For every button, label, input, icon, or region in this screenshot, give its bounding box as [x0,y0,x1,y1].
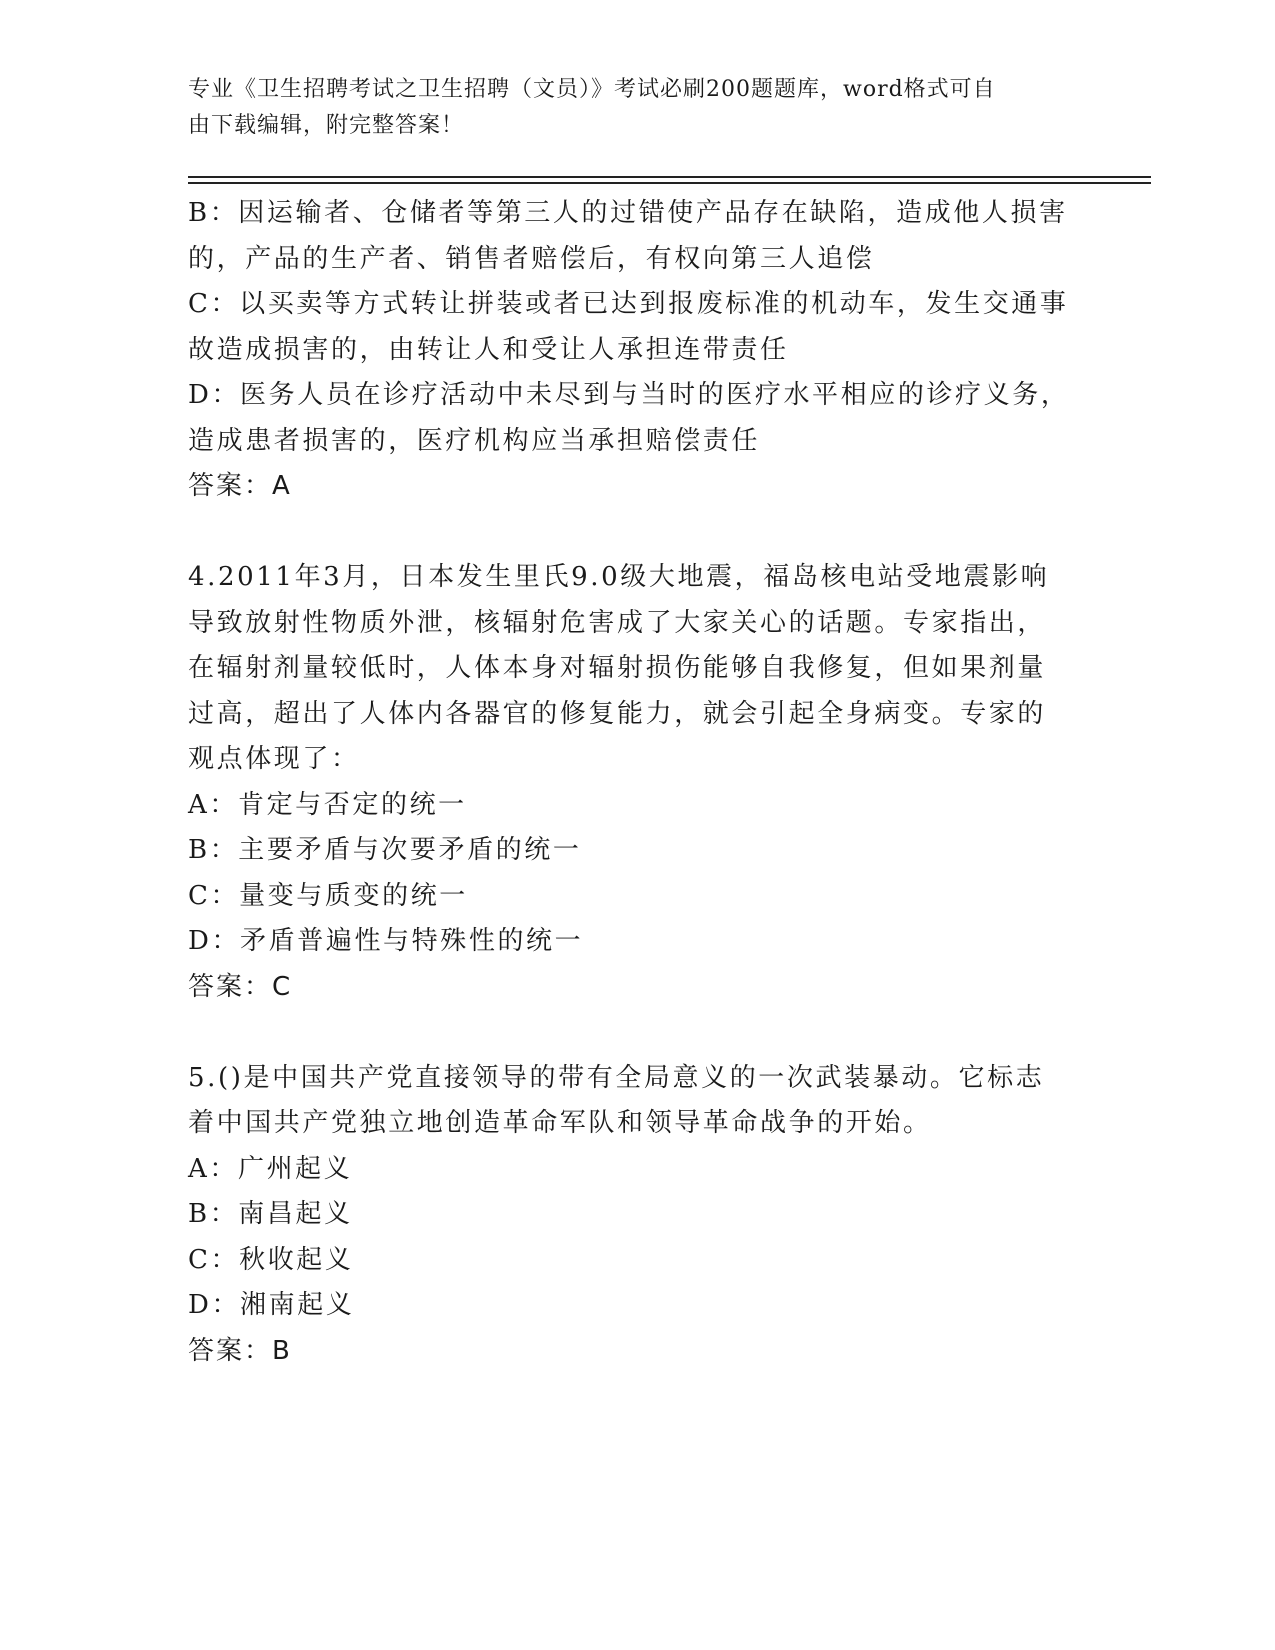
q3-answer: 答案：A [188,471,292,501]
question-4 [188,555,1088,1010]
q4-stem-line-2: 导致放射性物质外泄，核辐射危害成了大家关心的话题。专家指出， [188,607,1047,638]
spacer [188,1010,1088,1056]
q4-answer: 答案：C [188,971,293,1002]
header-line-2: 由下载编辑，附完整答案！ [188,113,465,138]
q4-option-c: C：量变与质变的统一 [188,880,468,911]
header-line-1: 专业《卫生招聘考试之卫生招聘（文员）》考试必刷200题题库，word格式可自 [188,77,996,102]
q5-option-a: A：广州起义 [188,1153,353,1184]
q3-option-b-line-2: 的，产品的生产者、销售者赔偿后，有权向第三人追偿 [188,243,875,274]
q4-stem-line-4: 过高，超出了人体内各器官的修复能力，就会引起全身病变。专家的 [188,698,1047,729]
q4-stem-line-3: 在辐射剂量较低时，人体本身对辐射损伤能够自我修复，但如果剂量 [188,653,1047,683]
q4-option-a: A：肯定与否定的统一 [188,789,467,820]
spacer [188,510,1088,556]
q5-stem-line-1: 5.()是中国共产党直接领导的带有全局意义的一次武装暴动。它标志 [188,1062,1045,1093]
q4-stem-line-5: 观点体现了： [188,744,360,774]
q3-option-c-line-2: 故造成损害的，由转让人和受让人承担连带责任 [188,334,789,365]
q3-option-d-line-2: 造成患者损害的，医疗机构应当承担赔偿责任 [188,425,761,456]
q3-option-c-line-1: C：以买卖等方式转让拼装或者已达到报废标准的机动车，发生交通事 [188,289,1069,319]
q3-option-d-line-1: D：医务人员在诊疗活动中未尽到与当时的医疗水平相应的诊疗义务， [188,380,1070,410]
q4-stem-line-1: 4.2011年3月，日本发生里氏9.0级大地震，福岛核电站受地震影响 [188,562,1050,592]
q4-option-d: D：矛盾普遍性与特殊性的统一 [188,926,584,956]
question-5 [188,1056,1088,1375]
document-body [188,191,1088,1374]
header-rule-bottom [188,182,1151,184]
document-header [188,72,1068,144]
q5-option-d: D：湘南起义 [188,1290,355,1320]
q5-option-b: B：南昌起义 [188,1199,353,1229]
q5-answer: 答案：B [188,1335,292,1366]
q4-option-b: B：主要矛盾与次要矛盾的统一 [188,835,582,865]
header-rule-top [188,176,1151,178]
q5-stem-line-2: 着中国共产党独立地创造革命军队和领导革命战争的开始。 [188,1108,932,1138]
q5-option-c: C：秋收起义 [188,1244,354,1275]
question-3-continued [188,191,1088,510]
q3-option-b-line-1: B：因运输者、仓储者等第三人的过错使产品存在缺陷，造成他人损害 [188,198,1068,228]
